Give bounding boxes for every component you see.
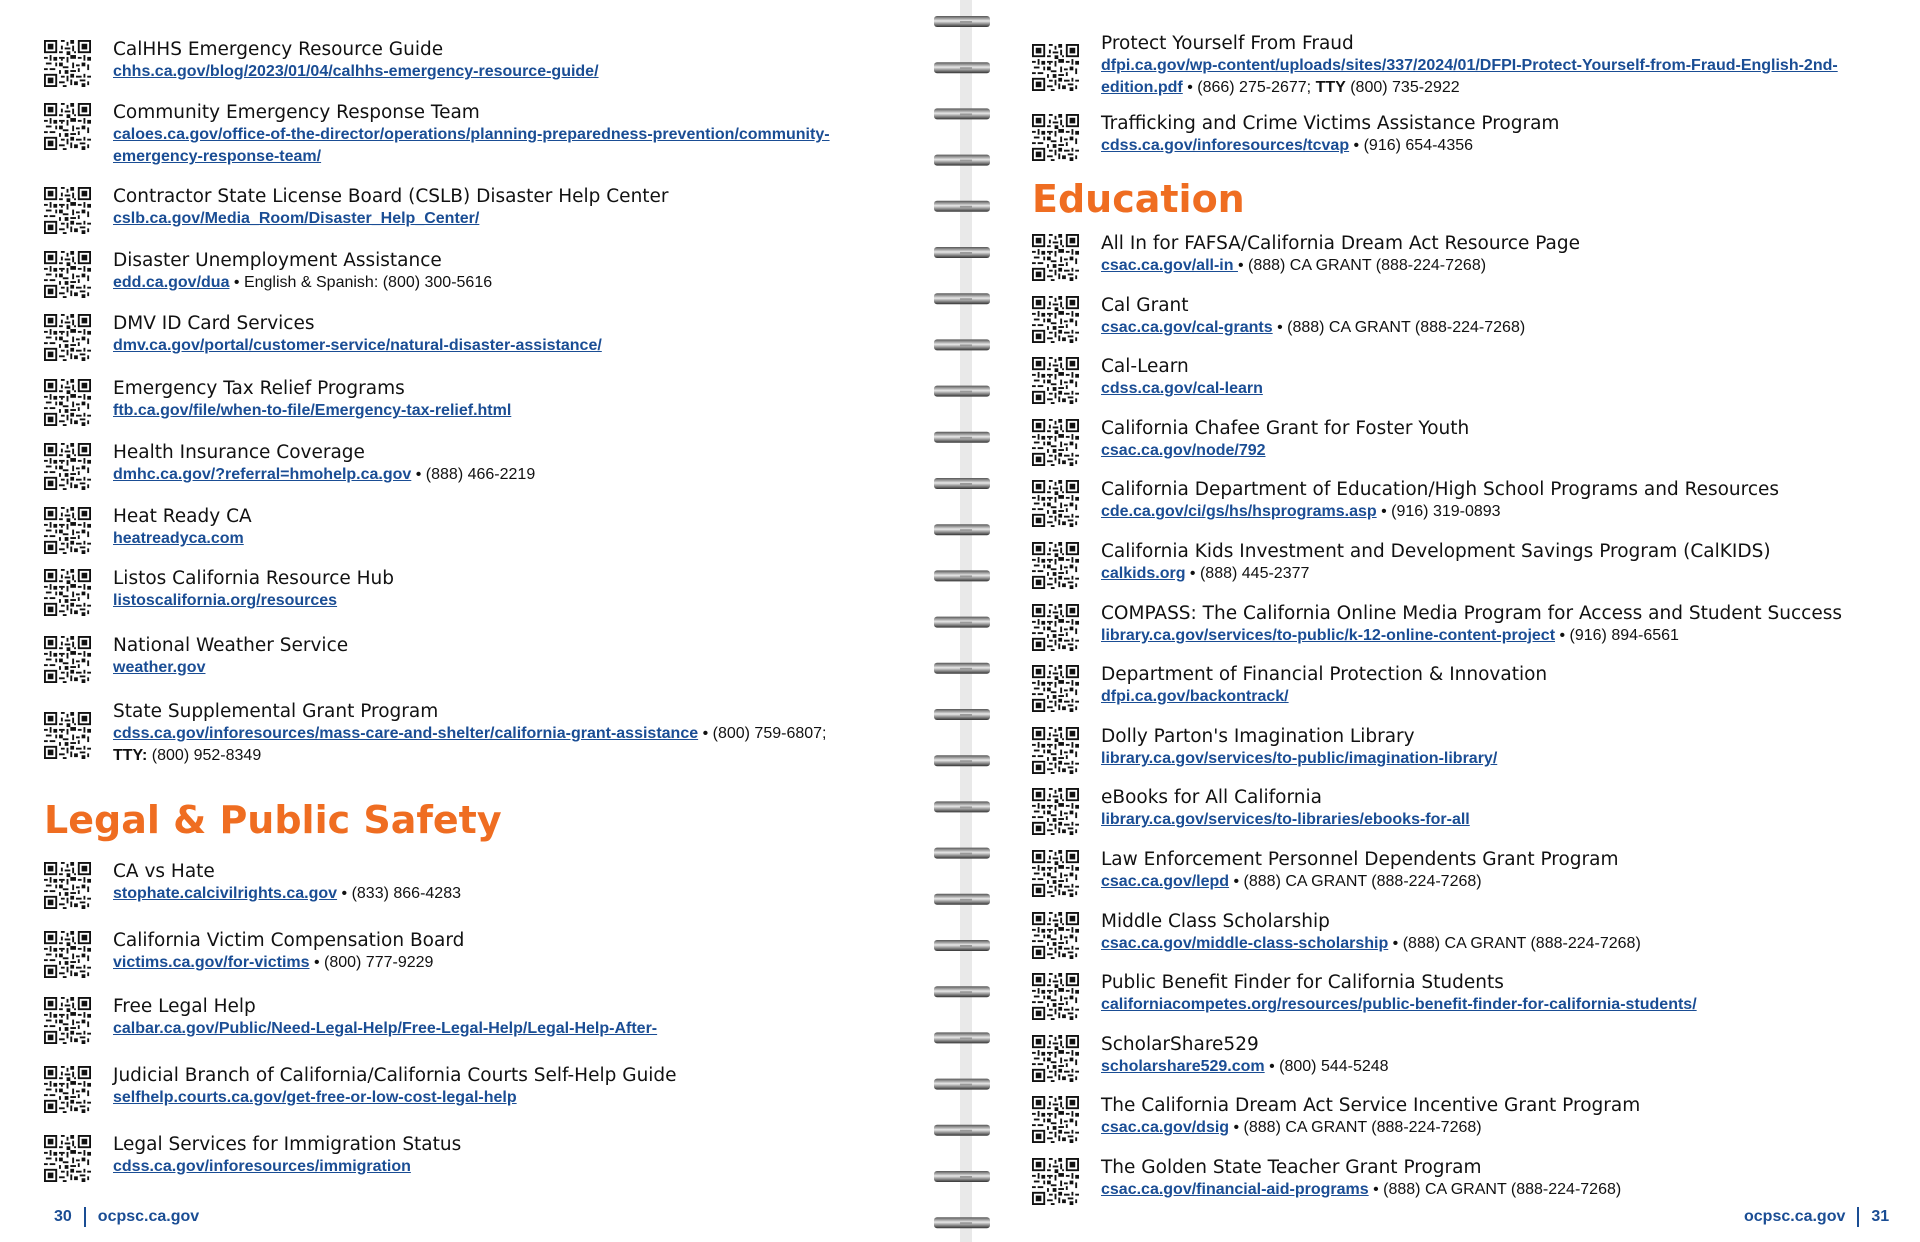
entry-link[interactable]: caloes.ca.gov/office-of-the-director/operations/planning-preparedness-prevention/community- (113, 126, 830, 143)
entry-link[interactable]: csac.ca.gov/node/792 (1101, 441, 1266, 459)
entry-immigration-services (44, 1133, 894, 1182)
entry-title: All In for FAFSA/California Dream Act Resource Page (1101, 233, 1581, 254)
entry-free-legal-help (44, 995, 894, 1044)
entry-link[interactable]: stophate.calcivilrights.ca.gov (113, 885, 338, 902)
entry-education (1032, 232, 1892, 281)
entry-title: Dolly Parton's Imagination Library (1101, 725, 1415, 747)
section-heading-legal: Legal & Public Safety (44, 798, 502, 842)
entry-link[interactable]: csac.ca.gov/dsig (1101, 1119, 1230, 1137)
entry-contact: • (916) 654-4356 (1349, 137, 1474, 154)
entry-weather (44, 634, 894, 683)
qr-code-icon (44, 379, 91, 426)
entry-contact: • (888) 466-2219 (411, 466, 536, 483)
entry-contact: • (888) CA GRANT (888-224-7268) (1229, 873, 1482, 890)
page-number: 31 (1871, 1208, 1890, 1225)
entry-education (1032, 786, 1892, 835)
entry-title: Disaster Unemployment Assistance (113, 250, 442, 271)
entry-contact: • (833) 866-4283 (337, 885, 461, 902)
entry-health-insurance (44, 441, 894, 490)
entry-title: Cal-Learn (1101, 356, 1189, 378)
qr-code-icon (1032, 1158, 1079, 1205)
entry-contact: • (888) CA GRANT (888-224-7268) (1229, 1119, 1482, 1137)
entry-link[interactable]: californiacompetes.org/resources/public-benefit-finder-for-california-students/ (1101, 996, 1697, 1014)
entry-link[interactable]: ftb.ca.gov/file/when-to-file/Emergency-tax-relief.html (113, 402, 512, 419)
qr-code-icon (44, 569, 91, 616)
spiral-coil-highlight (960, 160, 972, 162)
qr-code-icon (1032, 480, 1079, 527)
tty-label: TTY (1315, 79, 1346, 96)
entry-link[interactable]: library.ca.gov/services/to-libraries/ebooks-for-all (1101, 811, 1470, 829)
entry-listos (44, 567, 894, 616)
page-number: 30 (54, 1208, 72, 1225)
entry-link[interactable]: scholarshare529.com (1101, 1057, 1265, 1075)
qr-code-icon (1032, 114, 1079, 161)
entry-link[interactable]: library.ca.gov/services/to-public/imagination-library/ (1101, 749, 1498, 767)
entry-link[interactable]: csac.ca.gov/cal-grants (1101, 318, 1273, 336)
spiral-coil-highlight (960, 945, 972, 947)
entry-title: California Chafee Grant for Foster Youth (1101, 417, 1470, 439)
entry-link[interactable]: cslb.ca.gov/Media_Room/Disaster_Help_Center/ (113, 210, 480, 227)
footer-divider (1857, 1207, 1859, 1227)
qr-code-icon (44, 931, 91, 978)
entry-title: Law Enforcement Personnel Dependents Grant Program (1101, 849, 1619, 870)
entry-link[interactable]: listoscalifornia.org/resources (113, 592, 338, 609)
entry-title: California Department of Education/High School Programs and Resources (1101, 479, 1780, 501)
entry-link[interactable]: csac.ca.gov/lepd (1101, 873, 1230, 890)
entry-contact: • (800) 777-9229 (309, 954, 434, 971)
entry-education (1032, 602, 1892, 651)
qr-code-icon (1032, 419, 1079, 466)
spiral-coil-highlight (960, 899, 972, 901)
spiral-coil-highlight (960, 806, 972, 808)
entry-title: Heat Ready CA (113, 506, 252, 527)
entry-link[interactable]: calkids.org (1101, 565, 1186, 582)
entry-education (1032, 294, 1892, 343)
entry-link[interactable]: calbar.ca.gov/Public/Need-Legal-Help/Free-Legal-Help/Legal-Help-After- (113, 1020, 658, 1037)
spiral-coil-highlight (960, 67, 972, 69)
entry-title: Judicial Branch of California/California Courts Self-Help Guide (113, 1065, 677, 1086)
entry-title: National Weather Service (113, 635, 349, 656)
entry-education (1032, 1156, 1892, 1205)
spiral-coil-highlight (960, 206, 972, 208)
entry-contact: • (888) CA GRANT (888-224-7268) (1272, 318, 1526, 336)
entry-title: Public Benefit Finder for California Students (1101, 972, 1504, 994)
qr-code-icon (44, 636, 91, 683)
entry-contact: • (800) 544-5248 (1264, 1057, 1389, 1075)
qr-code-icon (1032, 44, 1079, 91)
left-page (0, 0, 940, 1242)
qr-code-icon (1032, 727, 1079, 774)
entry-contact: • (866) 275-2677; (1182, 79, 1316, 96)
entry-link[interactable]: dmhc.ca.gov/?referral=hmohelp.ca.gov (113, 466, 412, 483)
spiral-coil-highlight (960, 760, 972, 762)
entry-education (1032, 1033, 1892, 1082)
entry-supplemental-grant (44, 700, 894, 767)
spiral-coil-highlight (960, 298, 972, 300)
qr-code-icon (44, 997, 91, 1044)
entry-link[interactable]: library.ca.gov/services/to-public/k-12-online-content-project (1101, 626, 1556, 644)
entry-education (1032, 663, 1892, 712)
right-page (980, 0, 1920, 1242)
entry-contact: • (916) 319-0893 (1376, 503, 1501, 521)
spiral-coil-highlight (960, 668, 972, 670)
qr-code-icon (44, 103, 91, 150)
spiral-coil-highlight (960, 529, 972, 531)
entry-title: Trafficking and Crime Victims Assistance Program (1101, 113, 1560, 134)
tty-label: TTY: (113, 747, 148, 764)
qr-code-icon (1032, 234, 1079, 281)
footer-right (1744, 1207, 1889, 1227)
entry-title: Community Emergency Response Team (113, 102, 480, 123)
spiral-coil-highlight (960, 1130, 972, 1132)
entry-education (1032, 417, 1892, 466)
entry-judicial-branch (44, 1064, 894, 1113)
entry-title: COMPASS: The California Online Media Program for Access and Student Success (1101, 602, 1843, 624)
footer-site-link[interactable]: ocpsc.ca.gov (1744, 1208, 1846, 1225)
entry-title: DMV ID Card Services (113, 313, 315, 334)
entry-link[interactable]: heatreadyca.com (113, 530, 244, 547)
qr-code-icon (44, 862, 91, 909)
qr-code-icon (44, 251, 91, 298)
tty-number: (800) 735-2922 (1345, 79, 1460, 96)
qr-code-icon (1032, 357, 1079, 404)
spiral-coil-highlight (960, 1222, 972, 1224)
entry-link[interactable]: csac.ca.gov/financial-aid-programs (1101, 1181, 1369, 1198)
qr-code-icon (44, 507, 91, 554)
spiral-coil-highlight (960, 575, 972, 577)
entry-title: CA vs Hate (113, 861, 215, 882)
entry-tax-relief (44, 377, 894, 426)
entry-education (1032, 355, 1892, 404)
qr-code-icon (1032, 912, 1079, 959)
entry-contact: • (888) CA GRANT (888-224-7268) (1368, 1181, 1622, 1198)
qr-code-icon (44, 712, 91, 759)
entry-link[interactable]: cdss.ca.gov/inforesources/immigration (113, 1158, 411, 1175)
entry-title: Legal Services for Immigration Status (113, 1134, 462, 1155)
spiral-coil-highlight (960, 344, 972, 346)
spiral-coil-highlight (960, 391, 972, 393)
spiral-coil-highlight (960, 853, 972, 855)
entry-title: CalHHS Emergency Resource Guide (113, 39, 444, 60)
spiral-coil-highlight (960, 252, 972, 254)
entry-link[interactable]: cdss.ca.gov/inforesources/mass-care-and-shelter/california-grant-assistance (113, 725, 699, 742)
entry-dmv (44, 312, 894, 361)
entry-title: Emergency Tax Relief Programs (113, 378, 405, 399)
entry-cslb (44, 185, 894, 234)
entry-title: The Golden State Teacher Grant Program (1101, 1157, 1482, 1178)
qr-code-icon (1032, 604, 1079, 651)
entry-title: Free Legal Help (113, 996, 256, 1017)
spiral-coil-highlight (960, 1176, 972, 1178)
entry-tcvap (1032, 112, 1892, 161)
entry-title: ScholarShare529 (1101, 1033, 1259, 1055)
entry-title: Protect Yourself From Fraud (1101, 33, 1354, 54)
entry-link[interactable]: dfpi.ca.gov/wp-content/uploads/sites/337/2024/01/DFPI-Protect-Yourself-from-Fraud-English-2nd- (1101, 57, 1838, 74)
entry-link-continued[interactable]: edition.pdf (1101, 79, 1183, 96)
entry-title: Contractor State License Board (CSLB) Disaster Help Center (113, 186, 669, 207)
qr-code-icon (1032, 542, 1079, 589)
entry-education (1032, 478, 1892, 527)
entry-education (1032, 971, 1892, 1020)
qr-code-icon (1032, 1035, 1079, 1082)
entry-contact: • (800) 759-6807; (698, 725, 827, 742)
entry-link[interactable]: csac.ca.gov/middle-class-scholarship (1101, 934, 1389, 952)
entry-contact: • (888) CA GRANT (888-224-7268) (1388, 934, 1641, 952)
entry-link-continued[interactable]: emergency-response-team/ (113, 148, 322, 165)
qr-code-icon (44, 187, 91, 234)
qr-code-icon (44, 1066, 91, 1113)
entry-calhhs-guide (44, 38, 894, 87)
entry-title: Health Insurance Coverage (113, 442, 365, 463)
qr-code-icon (1032, 296, 1079, 343)
entry-dua (44, 249, 894, 298)
entry-education (1032, 910, 1892, 959)
entry-ca-vs-hate (44, 860, 894, 909)
qr-code-icon (44, 443, 91, 490)
spiral-coil-highlight (960, 437, 972, 439)
entry-link[interactable]: dmv.ca.gov/portal/customer-service/natural-disaster-assistance/ (113, 337, 602, 354)
qr-code-icon (1032, 850, 1079, 897)
entry-title: eBooks for All California (1101, 787, 1322, 809)
footer-site-link[interactable]: ocpsc.ca.gov (97, 1208, 200, 1225)
qr-code-icon (44, 314, 91, 361)
footer-left (54, 1207, 199, 1227)
qr-code-icon (1032, 973, 1079, 1020)
tty-number: (800) 952-8349 (147, 747, 262, 764)
entry-link[interactable]: edd.ca.gov/dua (113, 274, 230, 291)
entry-cert (44, 101, 894, 168)
entry-link[interactable]: selfhelp.courts.ca.gov/get-free-or-low-cost-legal-help (113, 1089, 517, 1106)
entry-title: Middle Class Scholarship (1101, 910, 1330, 932)
entry-title: Listos California Resource Hub (113, 568, 395, 589)
entry-link[interactable]: dfpi.ca.gov/backontrack/ (1101, 688, 1289, 706)
section-heading-education: Education (1032, 177, 1245, 221)
entry-education (1032, 848, 1892, 897)
entry-contact: • English & Spanish: (800) 300-5616 (229, 274, 493, 291)
entry-title: Department of Financial Protection & Innovation (1101, 664, 1548, 686)
entry-link[interactable]: chhs.ca.gov/blog/2023/01/04/calhhs-emergency-resource-guide/ (113, 63, 599, 80)
entry-education (1032, 1094, 1892, 1143)
spiral-coil-highlight (960, 483, 972, 485)
entry-contact: • (888) 445-2377 (1185, 565, 1310, 582)
entry-link[interactable]: victims.ca.gov/for-victims (113, 954, 310, 971)
qr-code-icon (44, 40, 91, 87)
entry-link[interactable]: weather.gov (113, 659, 206, 676)
qr-code-icon (44, 1135, 91, 1182)
footer-divider (84, 1207, 86, 1227)
entry-title: The California Dream Act Service Incentive Grant Program (1101, 1095, 1641, 1117)
qr-code-icon (1032, 665, 1079, 712)
entry-education (1032, 540, 1892, 589)
spiral-coil-highlight (960, 1084, 972, 1086)
entry-title: California Kids Investment and Development Savings Program (CalKIDS) (1101, 541, 1771, 562)
entry-victim-compensation (44, 929, 894, 978)
entry-title: State Supplemental Grant Program (113, 701, 439, 722)
entry-contact: • (916) 894-6561 (1555, 626, 1679, 644)
spiral-coil-highlight (960, 1037, 972, 1039)
spiral-coil-highlight (960, 714, 972, 716)
qr-code-icon (1032, 1096, 1079, 1143)
spiral-coil-highlight (960, 21, 972, 23)
entry-link[interactable]: cde.ca.gov/ci/gs/hs/hsprograms.asp (1101, 503, 1377, 521)
entry-protect-from-fraud (1032, 32, 1892, 99)
spiral-coil-highlight (960, 991, 972, 993)
entry-heat-ready (44, 505, 894, 554)
entry-contact: • (888) CA GRANT (888-224-7268) (1237, 257, 1487, 274)
spiral-coil-highlight (960, 622, 972, 624)
entry-link[interactable]: csac.ca.gov/all-in (1101, 257, 1238, 274)
entry-title: California Victim Compensation Board (113, 930, 465, 951)
entry-education (1032, 725, 1892, 774)
qr-code-icon (1032, 788, 1079, 835)
entry-link[interactable]: cdss.ca.gov/cal-learn (1101, 380, 1263, 398)
spiral-coil-highlight (960, 113, 972, 115)
entry-title: Cal Grant (1101, 294, 1189, 316)
entry-link[interactable]: cdss.ca.gov/inforesources/tcvap (1101, 137, 1350, 154)
